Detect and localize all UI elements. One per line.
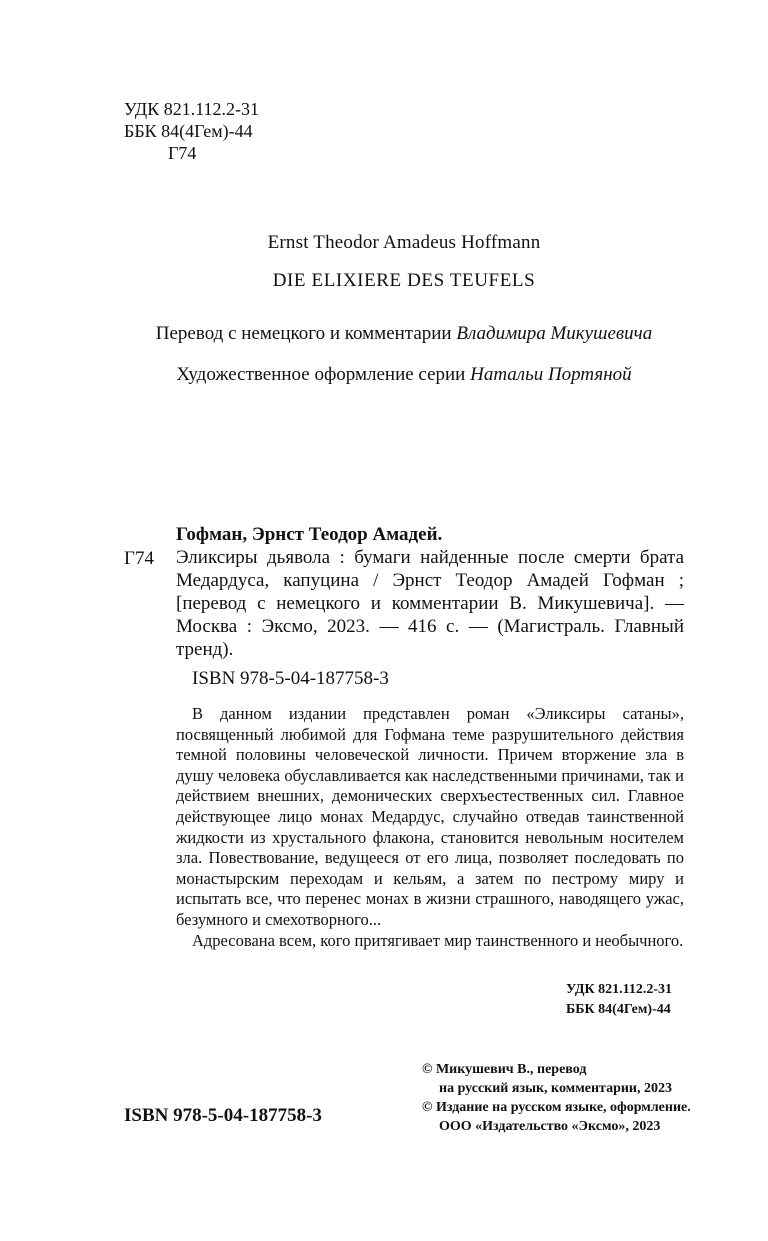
classification-block <box>124 98 259 164</box>
design-credit <box>0 364 768 386</box>
translation-prefix: Перевод с немецкого и комментарии <box>155 323 452 344</box>
copyright-line: © Микушевич В., перевод <box>422 1062 587 1077</box>
udk-code-bottom: УДК 821.112.2-31 <box>566 982 673 997</box>
bbk-code-bottom: ББК 84(4Гем)-44 <box>566 1002 671 1017</box>
copyright-line: на русский язык, комментарии, 2023 <box>439 1081 672 1096</box>
bibliography-description: Эликсиры дьявола : бумаги найденные после смерти брата Медардуса, капуцина / Эрнст Теодор Амадей Гофман ; [перевод с немецкого и комментарии В. Микушевича]. — Москва : Эксмо, 2023. — 416 с. — (Магистраль. Главный тренд). <box>176 547 684 660</box>
bbk-code: ББК 84(4Гем)-44 <box>124 121 253 141</box>
copyright-line: ООО «Издательство «Эксмо», 2023 <box>439 1119 661 1134</box>
translator-name: Владимира Микушевича <box>456 323 653 344</box>
author-mark: Г74 <box>168 143 197 163</box>
design-prefix: Художественное оформление серии <box>176 364 466 385</box>
udk-code: УДК 821.112.2-31 <box>124 99 260 119</box>
bibliography-code: Г74 <box>124 548 154 569</box>
translation-credit <box>0 323 768 345</box>
isbn-bottom: ISBN 978-5-04-187758-3 <box>124 1105 322 1126</box>
designer-name: Натальи Портяной <box>470 364 632 385</box>
original-author: Ernst Theodor Amadeus Hoffmann <box>267 232 541 253</box>
annotation-paragraph: Адресована всем, кого притягивает мир таинственного и необычного. <box>192 930 684 950</box>
classification-bottom <box>566 980 672 1020</box>
original-title: DIE ELIXIERE DES TEUFELS <box>272 270 536 291</box>
copyright-block <box>422 1060 691 1136</box>
annotation <box>176 704 684 951</box>
bibliography-author-heading: Гофман, Эрнст Теодор Амадей. <box>176 524 443 545</box>
copyright-line: © Издание на русском языке, оформление. <box>422 1100 691 1115</box>
bibliography-isbn: ISBN 978-5-04-187758-3 <box>192 668 389 689</box>
annotation-paragraph: В данном издании представлен роман «Эликсиры сатаны», посвященный любимой для Гофмана теме разрушительного действия темной половины человеческой личности. Причем вторжение зла в душу человека обуславливается как наследственными причинами, так и действием внешних, демонических сверхъестественных сил. Главное действующее лицо монах Медардус, случайно отведав таинственной жидкости из хрустального флакона, становится невольным носителем зла. Повествование, ведущееся от его лица, позволяет последовать по монастырским переходам и кельям, а затем по пестрому миру и испытать все, что перенес монах в жизни страшного, наводящего ужас, безумного и смехотворного... <box>176 704 684 929</box>
